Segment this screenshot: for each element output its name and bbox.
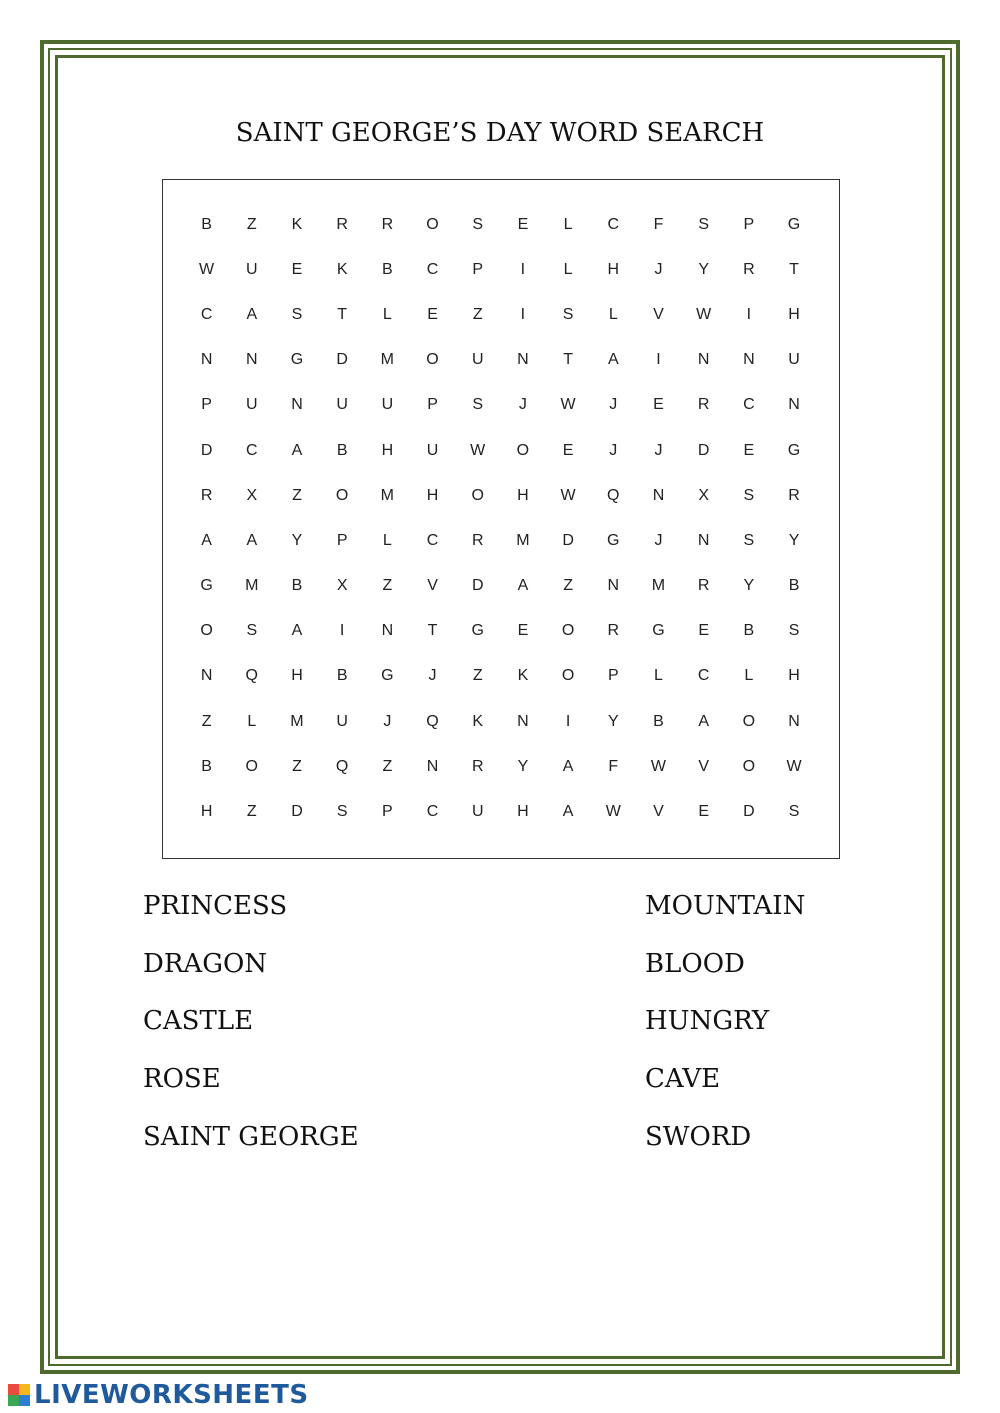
grid-letter[interactable]: Q bbox=[607, 486, 620, 504]
grid-letter[interactable]: W bbox=[560, 486, 576, 504]
grid-letter[interactable]: Z bbox=[472, 305, 483, 323]
grid-letter[interactable]: N bbox=[200, 667, 213, 685]
word-list-item: SWORD bbox=[645, 1121, 752, 1152]
word-list-item: CASTLE bbox=[143, 1006, 254, 1037]
grid-letter[interactable]: H bbox=[200, 803, 213, 821]
word-list-right bbox=[645, 884, 805, 1172]
grid-letter[interactable]: H bbox=[788, 305, 800, 323]
word-list-item: ROSE bbox=[143, 1064, 221, 1095]
grid-letter[interactable]: D bbox=[291, 803, 303, 821]
worksheet-title: SAINT GEORGE’S DAY WORD SEARCH bbox=[235, 118, 765, 148]
grid-letter[interactable]: L bbox=[744, 667, 754, 685]
grid-letter[interactable]: N bbox=[517, 712, 529, 730]
grid-letter[interactable]: G bbox=[471, 622, 484, 640]
grid-letter[interactable]: R bbox=[607, 622, 620, 640]
grid-letter[interactable]: B bbox=[336, 667, 348, 685]
grid-letter[interactable]: W bbox=[696, 305, 712, 323]
grid-letter[interactable]: O bbox=[426, 215, 439, 233]
grid-letter[interactable]: H bbox=[381, 441, 394, 459]
footer-logo[interactable] bbox=[8, 1380, 309, 1410]
grid-letter[interactable]: B bbox=[788, 577, 800, 595]
grid-letter[interactable]: J bbox=[518, 396, 527, 414]
grid-letter[interactable]: Z bbox=[246, 803, 257, 821]
grid-letter[interactable]: N bbox=[697, 351, 710, 369]
grid-letter[interactable]: E bbox=[698, 803, 709, 821]
grid-letter[interactable]: S bbox=[246, 622, 258, 640]
grid-letter[interactable]: N bbox=[200, 351, 213, 369]
grid-letter[interactable]: F bbox=[608, 757, 619, 775]
grid-letter[interactable]: C bbox=[246, 441, 258, 459]
grid-letter[interactable]: S bbox=[291, 305, 303, 323]
grid-letter[interactable]: P bbox=[201, 396, 212, 414]
grid-letter[interactable]: W bbox=[470, 441, 486, 459]
grid-letter[interactable]: P bbox=[743, 215, 755, 233]
word-list-item: CAVE bbox=[645, 1064, 721, 1095]
grid-letter[interactable]: H bbox=[517, 486, 529, 504]
grid-letter[interactable]: Y bbox=[291, 531, 303, 549]
grid-letter[interactable]: K bbox=[336, 260, 348, 278]
grid-letter[interactable]: A bbox=[201, 531, 212, 549]
grid-letter[interactable]: S bbox=[562, 305, 574, 323]
grid-letter[interactable]: R bbox=[697, 577, 710, 595]
grid-letter[interactable]: Y bbox=[607, 712, 619, 730]
grid-letter[interactable]: C bbox=[426, 803, 439, 821]
grid-letter[interactable]: R bbox=[336, 215, 348, 233]
grid-letter[interactable]: L bbox=[563, 260, 573, 278]
grid-letter[interactable]: Y bbox=[743, 577, 755, 595]
grid-letter[interactable]: D bbox=[336, 351, 348, 369]
grid-letter[interactable]: T bbox=[427, 622, 438, 640]
grid-letter[interactable]: O bbox=[561, 667, 575, 685]
grid-letter[interactable]: W bbox=[199, 260, 215, 278]
grid-letter[interactable]: J bbox=[609, 441, 618, 459]
grid-letter[interactable]: M bbox=[380, 486, 394, 504]
grid-letter[interactable]: E bbox=[698, 622, 709, 640]
grid-letter[interactable]: T bbox=[789, 260, 799, 278]
grid-letter[interactable]: N bbox=[426, 757, 439, 775]
grid-letter[interactable]: K bbox=[472, 712, 484, 730]
grid-letter[interactable]: U bbox=[788, 351, 800, 369]
grid-letter[interactable]: A bbox=[607, 351, 619, 369]
grid-letter[interactable]: A bbox=[562, 803, 574, 821]
grid-letter[interactable]: O bbox=[742, 757, 756, 775]
grid-letter[interactable]: J bbox=[654, 441, 663, 459]
grid-letter[interactable]: U bbox=[471, 351, 484, 369]
grid-letter[interactable]: A bbox=[698, 712, 709, 730]
grid-letter[interactable]: S bbox=[743, 531, 755, 549]
grid-letter[interactable]: R bbox=[381, 215, 394, 233]
grid-letter[interactable]: J bbox=[383, 712, 392, 730]
grid-letter[interactable]: N bbox=[697, 531, 710, 549]
grid-letter[interactable]: A bbox=[246, 531, 258, 549]
grid-letter[interactable]: W bbox=[650, 757, 667, 775]
grid-letter[interactable]: B bbox=[336, 441, 348, 459]
grid-letter[interactable]: B bbox=[653, 712, 664, 730]
grid-letter[interactable]: D bbox=[471, 577, 484, 595]
grid-letter[interactable]: I bbox=[656, 351, 661, 369]
grid-letter[interactable]: A bbox=[291, 441, 303, 459]
grid-letter[interactable]: R bbox=[788, 486, 800, 504]
grid-letter[interactable]: N bbox=[652, 486, 665, 504]
grid-letter[interactable]: N bbox=[517, 351, 529, 369]
grid-letter[interactable]: P bbox=[607, 667, 619, 685]
grid-letter[interactable]: P bbox=[382, 803, 393, 821]
grid-letter[interactable]: U bbox=[381, 396, 394, 414]
grid-letter[interactable]: B bbox=[743, 622, 755, 640]
grid-letter[interactable]: U bbox=[336, 396, 348, 414]
grid-letter[interactable]: Y bbox=[517, 757, 529, 775]
grid-letter[interactable]: K bbox=[517, 667, 529, 685]
grid-letter[interactable]: V bbox=[653, 803, 664, 821]
grid-letter[interactable]: V bbox=[698, 757, 709, 775]
grid-letter[interactable]: H bbox=[517, 803, 529, 821]
grid-letter[interactable]: U bbox=[336, 712, 348, 730]
grid-letter[interactable]: J bbox=[609, 396, 618, 414]
grid-letter[interactable]: Z bbox=[382, 757, 393, 775]
grid-letter[interactable]: C bbox=[200, 305, 213, 323]
grid-letter[interactable]: Q bbox=[335, 757, 349, 775]
grid-letter[interactable]: X bbox=[698, 486, 709, 504]
grid-letter[interactable]: G bbox=[787, 215, 801, 233]
grid-letter[interactable]: Y bbox=[698, 260, 709, 278]
grid-letter[interactable]: Z bbox=[292, 486, 302, 504]
grid-letter[interactable]: S bbox=[743, 486, 755, 504]
grid-letter[interactable]: E bbox=[743, 441, 755, 459]
grid-letter[interactable]: B bbox=[382, 260, 393, 278]
grid-letter[interactable]: M bbox=[290, 712, 304, 730]
grid-letter[interactable]: G bbox=[381, 667, 394, 685]
grid-letter[interactable]: M bbox=[651, 577, 666, 595]
word-list-item: SAINT GEORGE bbox=[143, 1121, 359, 1152]
grid-letter[interactable]: D bbox=[200, 441, 213, 459]
grid-letter[interactable]: Z bbox=[292, 757, 302, 775]
grid-letter[interactable]: I bbox=[520, 305, 526, 323]
grid-letter[interactable]: Z bbox=[472, 667, 483, 685]
grid-letter[interactable]: N bbox=[381, 622, 394, 640]
grid-letter[interactable]: U bbox=[246, 396, 258, 414]
grid-letter[interactable]: N bbox=[291, 396, 303, 414]
grid-letter[interactable]: C bbox=[426, 260, 439, 278]
grid-letter[interactable]: H bbox=[291, 667, 303, 685]
grid-letter[interactable]: S bbox=[788, 622, 800, 640]
grid-letter[interactable]: T bbox=[337, 305, 348, 323]
grid-letter[interactable]: U bbox=[246, 260, 258, 278]
grid-letter[interactable]: Z bbox=[382, 577, 393, 595]
grid-letter[interactable]: I bbox=[746, 305, 752, 323]
grid-letter[interactable]: I bbox=[339, 622, 345, 640]
grid-letter[interactable]: R bbox=[471, 531, 484, 549]
grid-letter[interactable]: O bbox=[742, 712, 756, 730]
grid-letter[interactable]: E bbox=[653, 396, 664, 414]
grid-letter[interactable]: C bbox=[607, 215, 620, 233]
grid-letter[interactable]: P bbox=[427, 396, 438, 414]
grid-letter[interactable]: C bbox=[743, 396, 755, 414]
grid-letter[interactable]: R bbox=[471, 757, 484, 775]
grid-letter[interactable]: O bbox=[335, 486, 349, 504]
grid-letter[interactable]: A bbox=[291, 622, 303, 640]
grid-letter[interactable]: L bbox=[563, 215, 573, 233]
grid-letter[interactable]: S bbox=[788, 803, 800, 821]
grid-letter[interactable]: H bbox=[788, 667, 800, 685]
grid-letter[interactable]: U bbox=[426, 441, 439, 459]
grid-letter[interactable]: V bbox=[653, 305, 664, 323]
grid-letter[interactable]: B bbox=[201, 757, 212, 775]
grid-letter[interactable]: G bbox=[200, 577, 213, 595]
word-search-grid bbox=[184, 202, 817, 835]
grid-letter[interactable]: C bbox=[697, 667, 710, 685]
liveworksheets-logo-icon bbox=[8, 1384, 30, 1406]
grid-letter[interactable]: D bbox=[743, 803, 755, 821]
word-list-left bbox=[143, 884, 359, 1172]
grid-letter[interactable]: N bbox=[788, 396, 800, 414]
grid-letter[interactable]: W bbox=[605, 803, 621, 821]
grid-letter[interactable]: Z bbox=[246, 215, 257, 233]
word-list-item: HUNGRY bbox=[645, 1006, 770, 1037]
word-list-item: MOUNTAIN bbox=[645, 891, 806, 921]
grid-letter[interactable]: Y bbox=[788, 531, 800, 549]
grid-letter[interactable]: W bbox=[560, 396, 576, 414]
grid-letter[interactable]: L bbox=[654, 667, 663, 685]
grid-letter[interactable]: V bbox=[427, 577, 438, 595]
grid-letter[interactable]: J bbox=[654, 260, 663, 278]
grid-letter[interactable]: J bbox=[428, 667, 437, 685]
grid-letter[interactable]: P bbox=[472, 260, 484, 278]
grid-letter[interactable]: O bbox=[245, 757, 258, 775]
grid-letter[interactable]: W bbox=[786, 757, 802, 775]
grid-letter[interactable]: M bbox=[380, 351, 394, 369]
grid-letter[interactable]: C bbox=[426, 531, 439, 549]
grid-letter[interactable]: O bbox=[516, 441, 530, 459]
grid-letter[interactable]: L bbox=[608, 305, 618, 323]
grid-letter[interactable]: R bbox=[697, 396, 710, 414]
grid-letter[interactable]: I bbox=[565, 712, 571, 730]
grid-letter[interactable]: X bbox=[336, 577, 348, 595]
grid-letter[interactable]: R bbox=[743, 260, 755, 278]
grid-letter[interactable]: Z bbox=[563, 577, 573, 595]
grid-letter[interactable]: H bbox=[607, 260, 620, 278]
grid-letter[interactable]: D bbox=[562, 531, 574, 549]
grid-letter[interactable]: A bbox=[562, 757, 574, 775]
grid-letter[interactable]: Z bbox=[201, 712, 212, 730]
grid-letter[interactable]: G bbox=[290, 351, 304, 369]
grid-letter[interactable]: O bbox=[200, 622, 213, 640]
grid-letter[interactable]: S bbox=[336, 803, 348, 821]
grid-letter[interactable]: E bbox=[562, 441, 574, 459]
grid-letter[interactable]: L bbox=[382, 531, 392, 549]
grid-letter[interactable]: N bbox=[743, 351, 755, 369]
grid-letter[interactable]: M bbox=[245, 577, 259, 595]
grid-letter[interactable]: D bbox=[697, 441, 710, 459]
grid-letter[interactable]: M bbox=[516, 531, 530, 549]
grid-letter[interactable]: J bbox=[654, 531, 663, 549]
grid-letter[interactable]: E bbox=[427, 305, 438, 323]
grid-letter[interactable]: X bbox=[246, 486, 258, 504]
grid-letter[interactable]: G bbox=[607, 531, 620, 549]
grid-letter[interactable]: I bbox=[520, 260, 526, 278]
grid-letter[interactable]: Q bbox=[245, 667, 258, 685]
grid-letter[interactable]: E bbox=[517, 215, 529, 233]
grid-letter[interactable]: O bbox=[426, 351, 439, 369]
grid-letter[interactable]: H bbox=[426, 486, 439, 504]
grid-letter[interactable]: S bbox=[472, 215, 484, 233]
grid-letter[interactable]: T bbox=[563, 351, 573, 369]
grid-letter[interactable]: E bbox=[291, 260, 303, 278]
grid-letter[interactable]: K bbox=[291, 215, 303, 233]
grid-letter[interactable]: S bbox=[698, 215, 709, 233]
word-list-item: PRINCESS bbox=[143, 891, 288, 921]
word-list-item: BLOOD bbox=[645, 948, 745, 979]
grid-letter[interactable]: G bbox=[652, 622, 665, 640]
grid-letter[interactable]: B bbox=[201, 215, 212, 233]
grid-letter[interactable]: R bbox=[200, 486, 213, 504]
grid-letter[interactable]: U bbox=[471, 803, 484, 821]
grid-letter[interactable]: P bbox=[336, 531, 348, 549]
grid-letter[interactable]: N bbox=[607, 577, 620, 595]
footer-brand-text: LIVEWORKSHEETS bbox=[34, 1380, 309, 1410]
grid-letter[interactable]: L bbox=[382, 305, 392, 323]
grid-letter[interactable]: N bbox=[246, 351, 258, 369]
grid-letter[interactable]: L bbox=[247, 712, 257, 730]
grid-letter[interactable]: G bbox=[787, 441, 801, 459]
grid-letter[interactable]: S bbox=[472, 396, 484, 414]
grid-letter[interactable]: E bbox=[517, 622, 529, 640]
grid-letter[interactable]: A bbox=[517, 577, 529, 595]
grid-letter[interactable]: A bbox=[246, 305, 258, 323]
grid-letter[interactable]: O bbox=[561, 622, 575, 640]
grid-letter[interactable]: B bbox=[291, 577, 303, 595]
grid-letter[interactable]: N bbox=[788, 712, 800, 730]
word-list-item: DRAGON bbox=[143, 948, 268, 979]
grid-letter[interactable]: F bbox=[653, 215, 664, 233]
grid-letter[interactable]: O bbox=[471, 486, 484, 504]
grid-letter[interactable]: Q bbox=[426, 712, 439, 730]
